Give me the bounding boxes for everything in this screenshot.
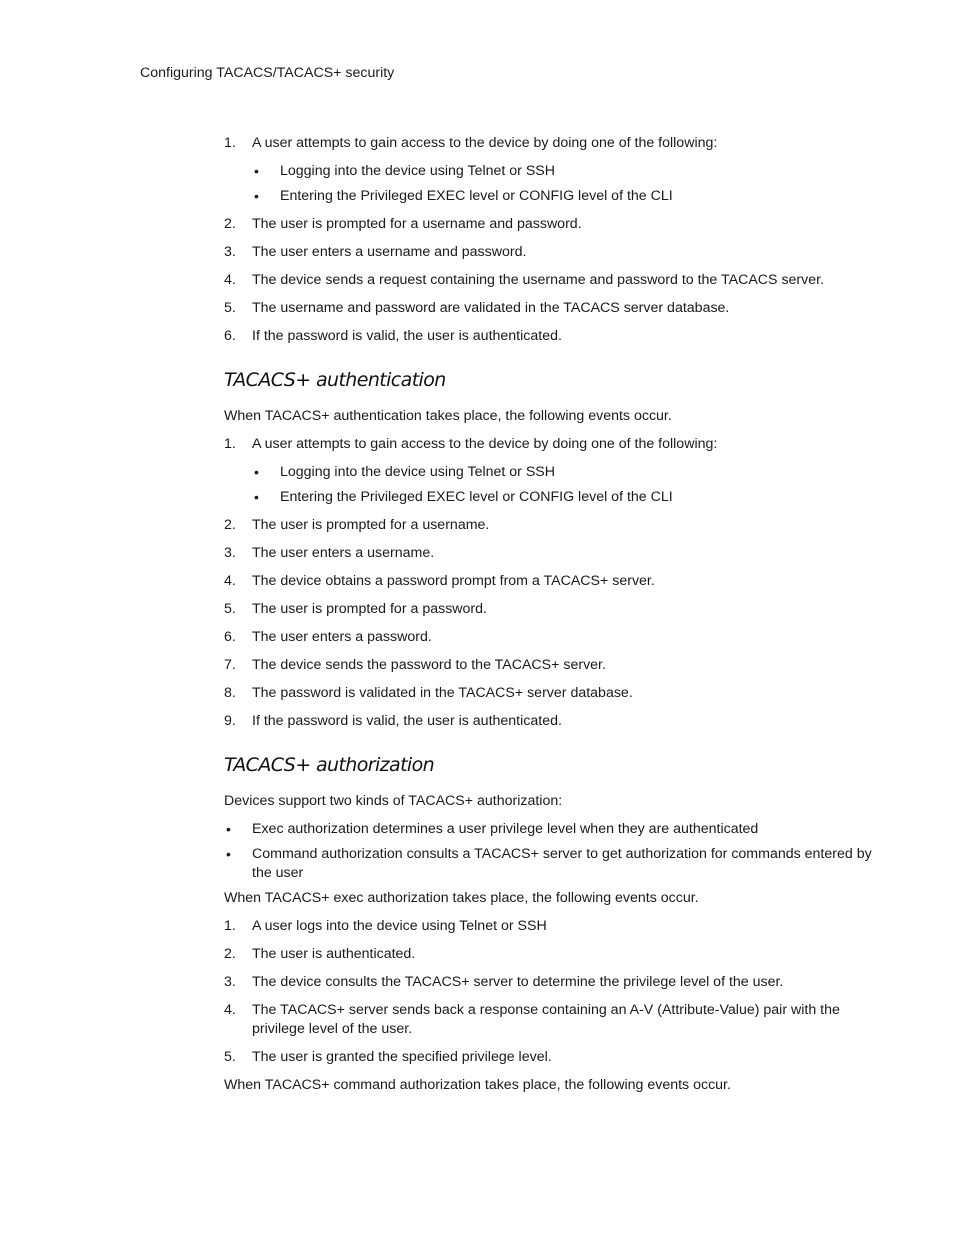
- list-text: If the password is valid, the user is authenticated.: [252, 713, 562, 729]
- list-number: 5.: [224, 300, 236, 316]
- running-header: Configuring TACACS/TACACS+ security: [140, 65, 395, 81]
- exec-authorization-intro: When TACACS+ exec authorization takes place, the following events occur.: [224, 890, 699, 906]
- list-item: [224, 945, 874, 964]
- list-item: [224, 215, 874, 234]
- list-text: The user is prompted for a username and password.: [252, 216, 582, 232]
- list-item: [224, 1048, 874, 1067]
- list-number: 9.: [224, 713, 236, 729]
- list-item: [224, 134, 874, 206]
- page-content: [224, 134, 874, 1104]
- list-item: [224, 299, 874, 318]
- list-text: If the password is valid, the user is authenticated.: [252, 328, 562, 344]
- list-text: The device consults the TACACS+ server to determine the privilege level of the user.: [252, 974, 784, 990]
- list-text: Exec authorization determines a user privilege level when they are authenticated: [252, 821, 759, 837]
- list-item: [224, 628, 874, 647]
- tacacs-steps-list: [224, 134, 874, 346]
- section-heading-authorization: TACACS+ authorization: [224, 754, 435, 776]
- list-text: The user is granted the specified privilege level.: [252, 1049, 552, 1065]
- bullet-icon: •: [254, 489, 259, 505]
- list-number: 4.: [224, 272, 236, 288]
- list-text: The device sends a request containing the username and password to the TACACS server.: [252, 272, 825, 288]
- list-item: [224, 572, 874, 591]
- list-item: [252, 488, 874, 507]
- list-item: [224, 656, 874, 675]
- list-number: 7.: [224, 657, 236, 673]
- list-text: The user enters a username.: [252, 545, 435, 561]
- exec-authorization-steps-list: [224, 917, 874, 1067]
- list-item: [224, 820, 874, 839]
- section-intro: Devices support two kinds of TACACS+ authorization:: [224, 793, 563, 809]
- list-item: [252, 463, 874, 482]
- list-text: The user enters a username and password.: [252, 244, 527, 260]
- list-item: [224, 845, 874, 883]
- list-item: [224, 973, 874, 992]
- list-text: The user is prompted for a username.: [252, 517, 490, 533]
- list-number: 3.: [224, 974, 236, 990]
- list-item: [224, 544, 874, 563]
- list-text: Entering the Privileged EXEC level or CONFIG level of the CLI: [280, 489, 673, 505]
- list-text: Command authorization consults a TACACS+ server to get authorization for commands entered by the user: [252, 846, 872, 881]
- list-text: Logging into the device using Telnet or SSH: [280, 163, 555, 179]
- list-text: The user is authenticated.: [252, 946, 416, 962]
- list-number: 2.: [224, 517, 236, 533]
- list-text: The device sends the password to the TACACS+ server.: [252, 657, 606, 673]
- list-text: The user is prompted for a password.: [252, 601, 487, 617]
- list-item: [224, 600, 874, 619]
- list-item: [224, 684, 874, 703]
- bullet-icon: •: [254, 188, 259, 204]
- list-item: [224, 435, 874, 507]
- list-number: 5.: [224, 1049, 236, 1065]
- section-heading-authentication: TACACS+ authentication: [224, 369, 446, 391]
- list-number: 5.: [224, 601, 236, 617]
- list-item: [252, 187, 874, 206]
- list-text: The TACACS+ server sends back a response containing an A-V (Attribute-Value) pair with the privilege level of the user.: [252, 1002, 840, 1037]
- list-number: 2.: [224, 216, 236, 232]
- list-number: 2.: [224, 946, 236, 962]
- bullet-icon: •: [226, 846, 231, 862]
- bullet-icon: •: [226, 821, 231, 837]
- list-number: 3.: [224, 545, 236, 561]
- list-number: 6.: [224, 629, 236, 645]
- bullet-icon: •: [254, 464, 259, 480]
- list-text: Entering the Privileged EXEC level or CONFIG level of the CLI: [280, 188, 673, 204]
- list-text: The device obtains a password prompt from a TACACS+ server.: [252, 573, 655, 589]
- list-number: 1.: [224, 436, 236, 452]
- section-intro: When TACACS+ authentication takes place, the following events occur.: [224, 408, 672, 424]
- list-item: [224, 271, 874, 290]
- list-text: A user attempts to gain access to the device by doing one of the following:: [252, 135, 718, 151]
- list-number: 4.: [224, 573, 236, 589]
- list-number: 8.: [224, 685, 236, 701]
- list-item: [224, 243, 874, 262]
- list-item: [224, 327, 874, 346]
- list-item: [224, 1001, 874, 1039]
- list-text: A user attempts to gain access to the device by doing one of the following:: [252, 436, 718, 452]
- bullet-icon: •: [254, 163, 259, 179]
- list-item: [224, 516, 874, 535]
- list-text: The password is validated in the TACACS+ server database.: [252, 685, 633, 701]
- list-item: [252, 162, 874, 181]
- list-text: Logging into the device using Telnet or SSH: [280, 464, 555, 480]
- authorization-kinds-list: [224, 820, 874, 883]
- access-methods-list: [252, 463, 874, 507]
- list-item: [224, 712, 874, 731]
- authentication-steps-list: [224, 435, 874, 731]
- list-text: The user enters a password.: [252, 629, 432, 645]
- list-number: 6.: [224, 328, 236, 344]
- list-number: 1.: [224, 135, 236, 151]
- list-number: 4.: [224, 1002, 236, 1018]
- list-text: The username and password are validated in the TACACS server database.: [252, 300, 730, 316]
- list-item: [224, 917, 874, 936]
- command-authorization-intro: When TACACS+ command authorization takes place, the following events occur.: [224, 1077, 731, 1093]
- list-number: 1.: [224, 918, 236, 934]
- list-text: A user logs into the device using Telnet or SSH: [252, 918, 547, 934]
- access-methods-list: [252, 162, 874, 206]
- list-number: 3.: [224, 244, 236, 260]
